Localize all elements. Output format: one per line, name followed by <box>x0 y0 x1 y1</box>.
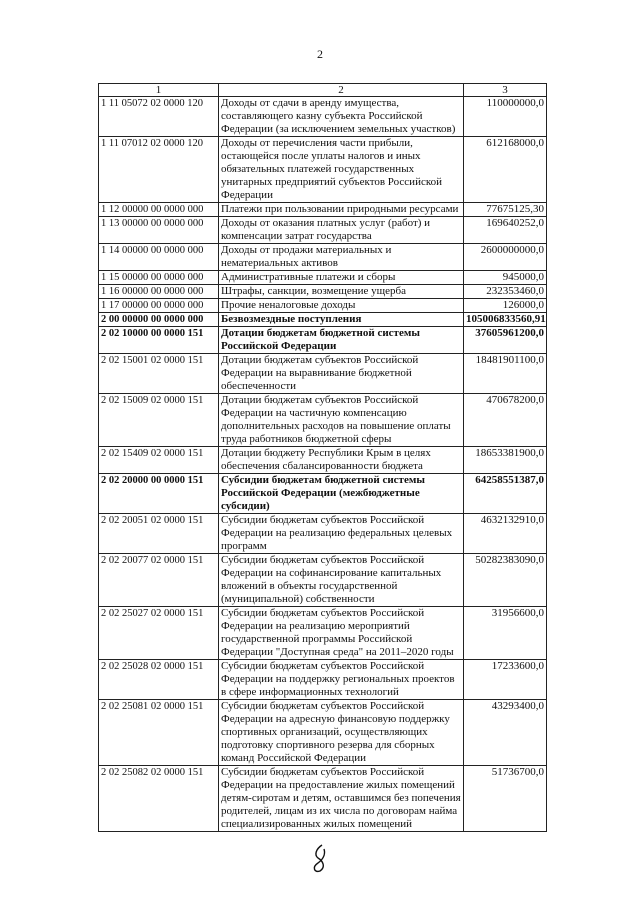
table-row <box>99 394 547 447</box>
table-row <box>99 313 547 327</box>
budget-code-cell: 2 02 25082 02 0000 151 <box>99 766 219 832</box>
revenue-name-cell: Доходы от перечисления части прибыли, остающейся после уплаты налогов и иных обязательных платежей государственных унитарных предприятий субъектов Российской Федерации <box>219 137 464 203</box>
table-row <box>99 203 547 217</box>
table-row <box>99 137 547 203</box>
budget-code-cell: 2 02 25081 02 0000 151 <box>99 700 219 766</box>
amount-cell: 110000000,0 <box>464 97 547 137</box>
amount-cell: 31956600,0 <box>464 607 547 660</box>
amount-cell: 105006833560,91 <box>464 313 547 327</box>
table-row <box>99 447 547 474</box>
revenue-name-cell: Штрафы, санкции, возмещение ущерба <box>219 285 464 299</box>
amount-cell: 17233600,0 <box>464 660 547 700</box>
table-row <box>99 354 547 394</box>
budget-code-cell: 2 02 25027 02 0000 151 <box>99 607 219 660</box>
budget-code-cell: 2 02 15009 02 0000 151 <box>99 394 219 447</box>
amount-cell: 64258551387,0 <box>464 474 547 514</box>
budget-code-cell: 2 02 20000 00 0000 151 <box>99 474 219 514</box>
amount-cell: 37605961200,0 <box>464 327 547 354</box>
revenue-name-cell: Безвозмездные поступления <box>219 313 464 327</box>
revenue-name-cell: Субсидии бюджетам субъектов Российской Федерации на предоставление жилых помещений детям-сиротам и детям, оставшимся без попечения родителей, лицам из их числа по договорам найма специализированных жилых помещений <box>219 766 464 832</box>
table-row <box>99 271 547 285</box>
table-row <box>99 554 547 607</box>
revenue-name-cell: Дотации бюджетам субъектов Российской Федерации на частичную компенсацию дополнительных расходов на повышение оплаты труда работников бюджетной сферы <box>219 394 464 447</box>
budget-code-cell: 2 02 20077 02 0000 151 <box>99 554 219 607</box>
budget-code-cell: 1 11 05072 02 0000 120 <box>99 97 219 137</box>
table-row <box>99 97 547 137</box>
budget-code-cell: 2 02 10000 00 0000 151 <box>99 327 219 354</box>
revenue-name-cell: Субсидии бюджетам субъектов Российской Федерации на реализацию мероприятий государственной программы Российской Федерации "Доступная среда" на 2011–2020 годы <box>219 607 464 660</box>
page-number: 2 <box>317 47 323 61</box>
budget-code-cell: 2 02 20051 02 0000 151 <box>99 514 219 554</box>
table-row <box>99 299 547 313</box>
budget-code-cell: 2 00 00000 00 0000 000 <box>99 313 219 327</box>
table-row <box>99 700 547 766</box>
budget-code-cell: 1 14 00000 00 0000 000 <box>99 244 219 271</box>
budget-code-cell: 1 17 00000 00 0000 000 <box>99 299 219 313</box>
table-row <box>99 660 547 700</box>
budget-code-cell: 2 02 15001 02 0000 151 <box>99 354 219 394</box>
budget-code-cell: 2 02 15409 02 0000 151 <box>99 447 219 474</box>
amount-cell: 43293400,0 <box>464 700 547 766</box>
table-row <box>99 285 547 299</box>
amount-cell: 50282383090,0 <box>464 554 547 607</box>
table-row <box>99 514 547 554</box>
amount-cell: 126000,0 <box>464 299 547 313</box>
header-name-column: 2 <box>219 84 464 97</box>
revenue-name-cell: Дотации бюджетам субъектов Российской Федерации на выравнивание бюджетной обеспеченности <box>219 354 464 394</box>
revenue-name-cell: Платежи при пользовании природными ресурсами <box>219 203 464 217</box>
revenue-name-cell: Дотации бюджету Республики Крым в целях обеспечения сбалансированности бюджета <box>219 447 464 474</box>
budget-code-cell: 1 13 00000 00 0000 000 <box>99 217 219 244</box>
revenue-name-cell: Доходы от оказания платных услуг (работ) и компенсации затрат государства <box>219 217 464 244</box>
amount-cell: 169640252,0 <box>464 217 547 244</box>
budget-code-cell: 1 15 00000 00 0000 000 <box>99 271 219 285</box>
revenue-name-cell: Субсидии бюджетам субъектов Российской Федерации на поддержку региональных проектов в сфере информационных технологий <box>219 660 464 700</box>
revenue-name-cell: Доходы от сдачи в аренду имущества, составляющего казну субъекта Российской Федерации (за исключением земельных участков) <box>219 97 464 137</box>
revenue-name-cell: Субсидии бюджетам субъектов Российской Федерации на софинансирование капитальных вложений в объекты государственной (муниципальной) собственности <box>219 554 464 607</box>
revenue-name-cell: Субсидии бюджетам бюджетной системы Российской Федерации (межбюджетные субсидии) <box>219 474 464 514</box>
revenue-name-cell: Субсидии бюджетам субъектов Российской Федерации на адресную финансовую поддержку спортивных организаций, осуществляющих подготовку спортивного резерва для сборных команд Российской Федерации <box>219 700 464 766</box>
amount-cell: 77675125,30 <box>464 203 547 217</box>
amount-cell: 18653381900,0 <box>464 447 547 474</box>
table-header-row <box>99 84 547 97</box>
amount-cell: 2600000000,0 <box>464 244 547 271</box>
amount-cell: 18481901100,0 <box>464 354 547 394</box>
budget-code-cell: 2 02 25028 02 0000 151 <box>99 660 219 700</box>
revenue-name-cell: Административные платежи и сборы <box>219 271 464 285</box>
budget-code-cell: 1 12 00000 00 0000 000 <box>99 203 219 217</box>
revenue-name-cell: Субсидии бюджетам субъектов Российской Федерации на реализацию федеральных целевых программ <box>219 514 464 554</box>
table-row <box>99 244 547 271</box>
table-row <box>99 766 547 832</box>
revenue-name-cell: Прочие неналоговые доходы <box>219 299 464 313</box>
amount-cell: 232353460,0 <box>464 285 547 299</box>
revenue-name-cell: Доходы от продажи материальных и нематериальных активов <box>219 244 464 271</box>
handwritten-signature <box>308 843 332 873</box>
table-row <box>99 607 547 660</box>
budget-revenue-table <box>98 83 547 832</box>
amount-cell: 4632132910,0 <box>464 514 547 554</box>
budget-code-cell: 1 16 00000 00 0000 000 <box>99 285 219 299</box>
amount-cell: 612168000,0 <box>464 137 547 203</box>
table-body <box>99 97 547 832</box>
header-amount-column: 3 <box>464 84 547 97</box>
header-code-column: 1 <box>99 84 219 97</box>
budget-code-cell: 1 11 07012 02 0000 120 <box>99 137 219 203</box>
amount-cell: 51736700,0 <box>464 766 547 832</box>
table-row <box>99 217 547 244</box>
revenue-name-cell: Дотации бюджетам бюджетной системы Российской Федерации <box>219 327 464 354</box>
table-row <box>99 327 547 354</box>
amount-cell: 470678200,0 <box>464 394 547 447</box>
amount-cell: 945000,0 <box>464 271 547 285</box>
table-row <box>99 474 547 514</box>
